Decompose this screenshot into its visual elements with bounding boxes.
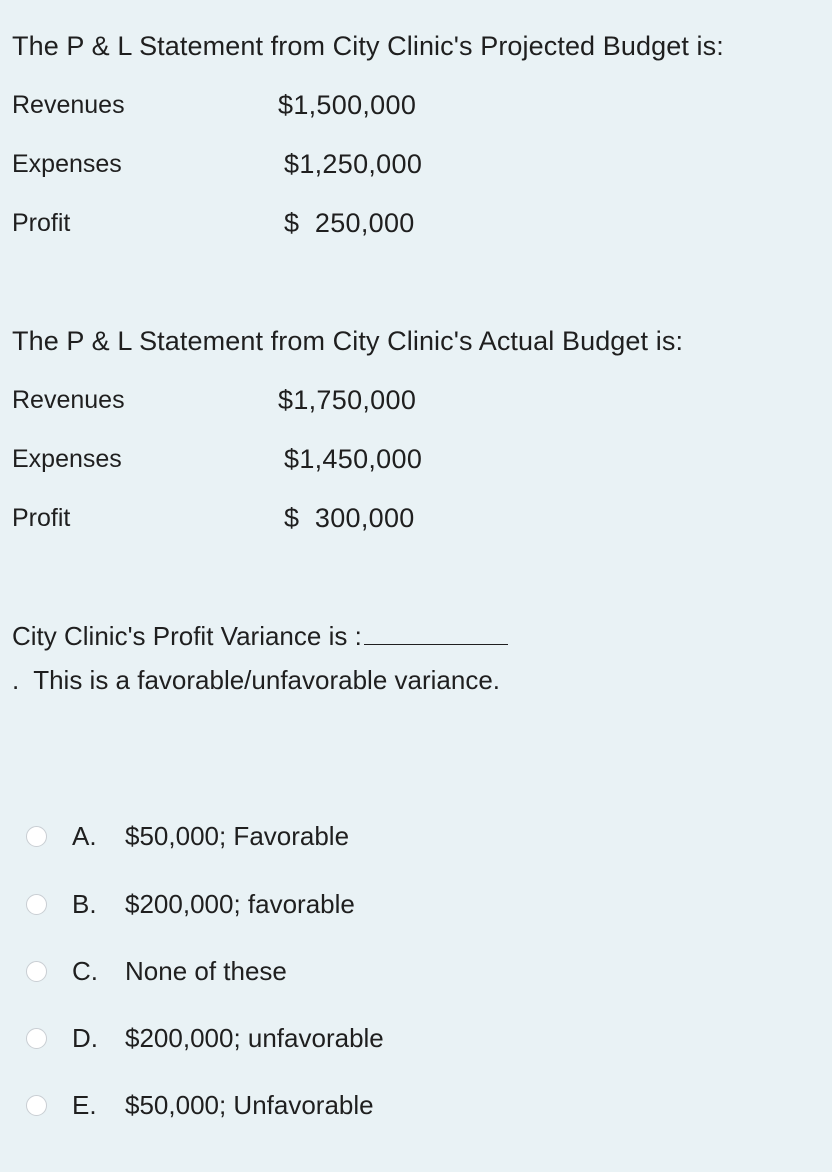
projected-revenues-label: Revenues [12,91,125,119]
option-c-letter: C. [72,955,98,986]
actual-revenues-amount: $1,750,000 [278,385,417,415]
option-e-text: $50,000; Unfavorable [125,1089,374,1120]
radio-button-e[interactable] [26,1095,47,1116]
radio-button-b[interactable] [26,894,47,915]
option-a-text: $50,000; Favorable [125,820,350,851]
option-b-letter: B. [72,888,97,919]
radio-button-a[interactable] [26,826,47,847]
projected-profit-amount: $ 250,000 [284,208,415,238]
projected-heading: The P & L Statement from City Clinic's Projected Budget is: [12,31,724,61]
option-e-letter: E. [72,1089,97,1120]
option-b[interactable] [26,884,355,924]
option-d-text: $200,000; unfavorable [125,1022,384,1053]
question-text-before: City Clinic's Profit Variance is : [12,621,362,651]
option-b-text: $200,000; favorable [125,888,355,919]
question-text-after: . This is a favorable/unfavorable variance. [12,665,501,695]
actual-revenues-label: Revenues [12,386,125,414]
radio-button-c[interactable] [26,961,47,982]
actual-expenses-amount: $1,450,000 [284,444,423,474]
option-c-text: None of these [125,955,287,986]
actual-expenses-label: Expenses [12,445,122,473]
option-d-letter: D. [72,1022,98,1053]
actual-profit-amount: $ 300,000 [284,503,415,533]
projected-revenues-amount: $1,500,000 [278,90,417,120]
question-text [12,614,752,702]
actual-heading: The P & L Statement from City Clinic's Actual Budget is: [12,326,684,356]
projected-profit-label: Profit [12,209,71,237]
projected-expenses-amount: $1,250,000 [284,149,423,179]
option-d[interactable] [26,1018,384,1058]
actual-profit-label: Profit [12,504,71,532]
option-e[interactable] [26,1085,374,1125]
option-c[interactable] [26,951,287,991]
radio-button-d[interactable] [26,1028,47,1049]
projected-expenses-label: Expenses [12,150,122,178]
option-a-letter: A. [72,820,97,851]
answer-blank [364,622,508,645]
option-a[interactable] [26,816,350,856]
